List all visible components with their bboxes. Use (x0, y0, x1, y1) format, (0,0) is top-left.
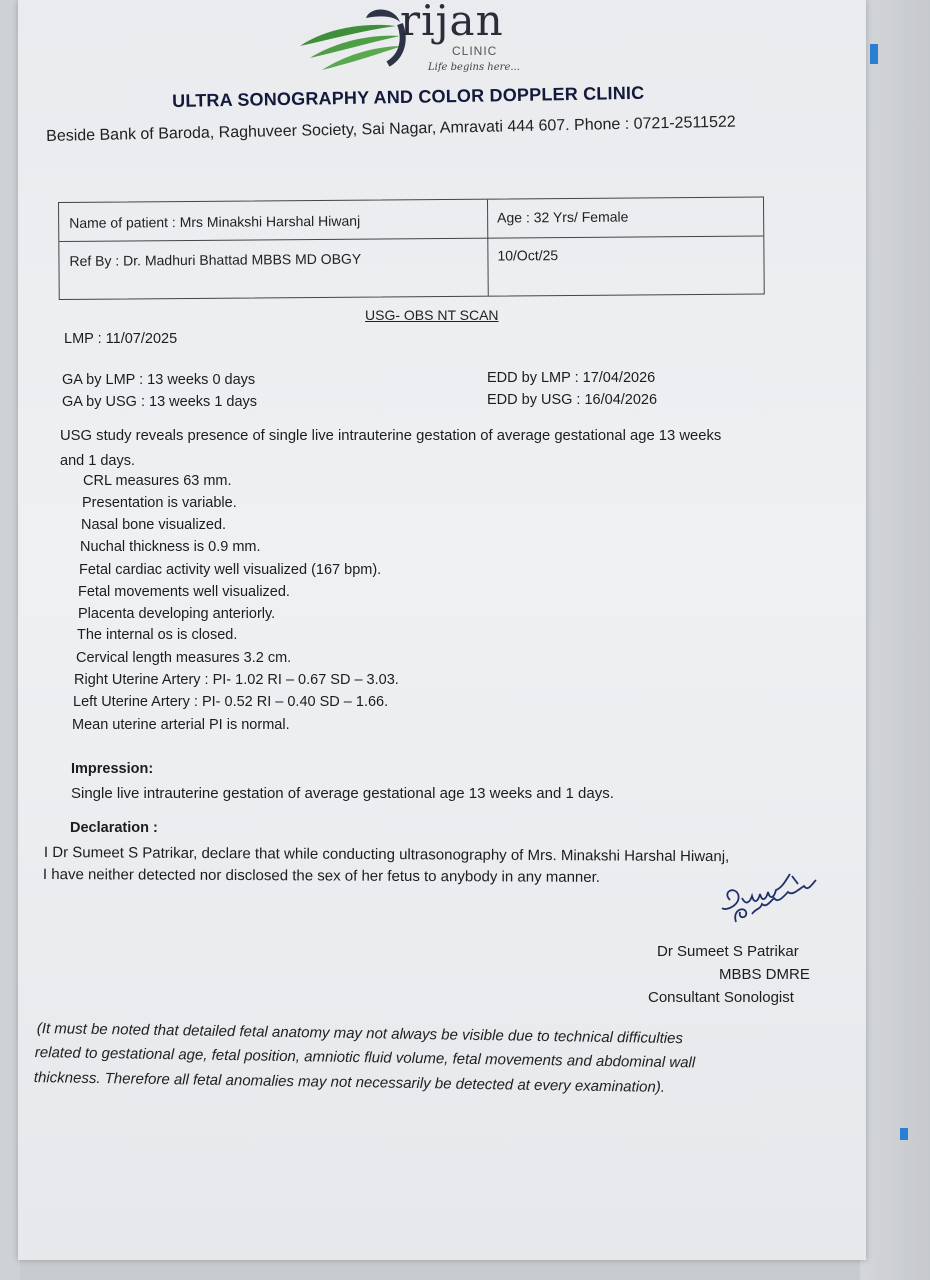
lmp: LMP : 11/07/2025 (64, 331, 178, 347)
signatory-role: Consultant Sonologist (648, 989, 794, 1006)
finding-item: Presentation is variable. (82, 495, 237, 511)
finding-item: Cervical length measures 3.2 cm. (76, 650, 292, 666)
finding-item: Nasal bone visualized. (81, 517, 227, 533)
finding-item: Nuchal thickness is 0.9 mm. (80, 539, 261, 555)
signature-icon (712, 862, 832, 932)
table-divider-horizontal (59, 235, 763, 242)
clinic-word: CLINIC (452, 44, 498, 58)
declaration-line-2: I have neither detected nor disclosed the sex of her fetus to anybody in any manner. (42, 866, 601, 886)
table-divider-vertical (487, 200, 489, 296)
referred-by: Ref By : Dr. Madhuri Bhattad MBBS MD OBGY (69, 250, 362, 269)
disclaimer-line-2: related to gestational age, fetal position, amniotic fluid volume, fetal movements and abdominal wall (34, 1044, 696, 1072)
finding-item: Right Uterine Artery : PI- 1.02 RI – 0.67 SD – 3.03. (74, 672, 399, 688)
study-summary-line-1: USG study reveals presence of single live intrauterine gestation of average gestational age 13 weeks (60, 428, 722, 444)
finding-item: Fetal cardiac activity well visualized (167 bpm). (79, 562, 382, 578)
blue-marker-bottom (900, 1128, 908, 1140)
finding-item: Fetal movements well visualized. (78, 584, 290, 600)
ga-by-lmp: GA by LMP : 13 weeks 0 days (62, 372, 256, 388)
impression-label: Impression: (71, 761, 154, 777)
ga-by-usg: GA by USG : 13 weeks 1 days (62, 394, 258, 410)
patient-table (58, 196, 765, 300)
disclaimer-line-1: (It must be noted that detailed fetal anatomy may not always be visible due to technical difficulties (36, 1020, 684, 1048)
signatory-degree: MBBS DMRE (719, 966, 810, 983)
signatory-name: Dr Sumeet S Patrikar (657, 943, 799, 960)
clinic-brand: rijan (400, 0, 504, 45)
report-date: 10/Oct/25 (497, 247, 559, 264)
clinic-address: Beside Bank of Baroda, Raghuveer Society, Sai Nagar, Amravati 444 607. Phone : 0721-2511522 (46, 113, 736, 145)
blue-marker-top (870, 44, 878, 64)
edd-by-usg: EDD by USG : 16/04/2026 (487, 392, 658, 408)
finding-item: Mean uterine arterial PI is normal. (72, 717, 290, 733)
study-summary-line-2: and 1 days. (60, 453, 135, 469)
finding-item: The internal os is closed. (77, 627, 238, 643)
declaration-label: Declaration : (70, 820, 158, 836)
clinic-tagline: Life begins here... (428, 62, 520, 73)
finding-item: Left Uterine Artery : PI- 0.52 RI – 0.40 SD – 1.66. (73, 694, 389, 710)
declaration-line-1: I Dr Sumeet S Patrikar, declare that while conducting ultrasonography of Mrs. Minakshi Harshal Hiwanj, (43, 844, 730, 866)
patient-name: Name of patient : Mrs Minakshi Harshal Hiwanj (69, 212, 361, 231)
edd-by-lmp: EDD by LMP : 17/04/2026 (487, 370, 656, 386)
report-title: USG- OBS NT SCAN (365, 307, 499, 323)
finding-item: CRL measures 63 mm. (83, 473, 232, 489)
clinic-heading: ULTRA SONOGRAPHY AND COLOR DOPPLER CLINIC (172, 82, 645, 111)
impression-text: Single live intrauterine gestation of average gestational age 13 weeks and 1 days. (71, 785, 614, 802)
background-left (0, 0, 20, 1280)
disclaimer-line-3: thickness. Therefore all fetal anomalies may not necessarily be detected at every examination). (33, 1069, 666, 1096)
finding-item: Placenta developing anteriorly. (78, 606, 276, 622)
patient-age: Age : 32 Yrs/ Female (497, 208, 629, 226)
background-right (860, 0, 930, 1280)
